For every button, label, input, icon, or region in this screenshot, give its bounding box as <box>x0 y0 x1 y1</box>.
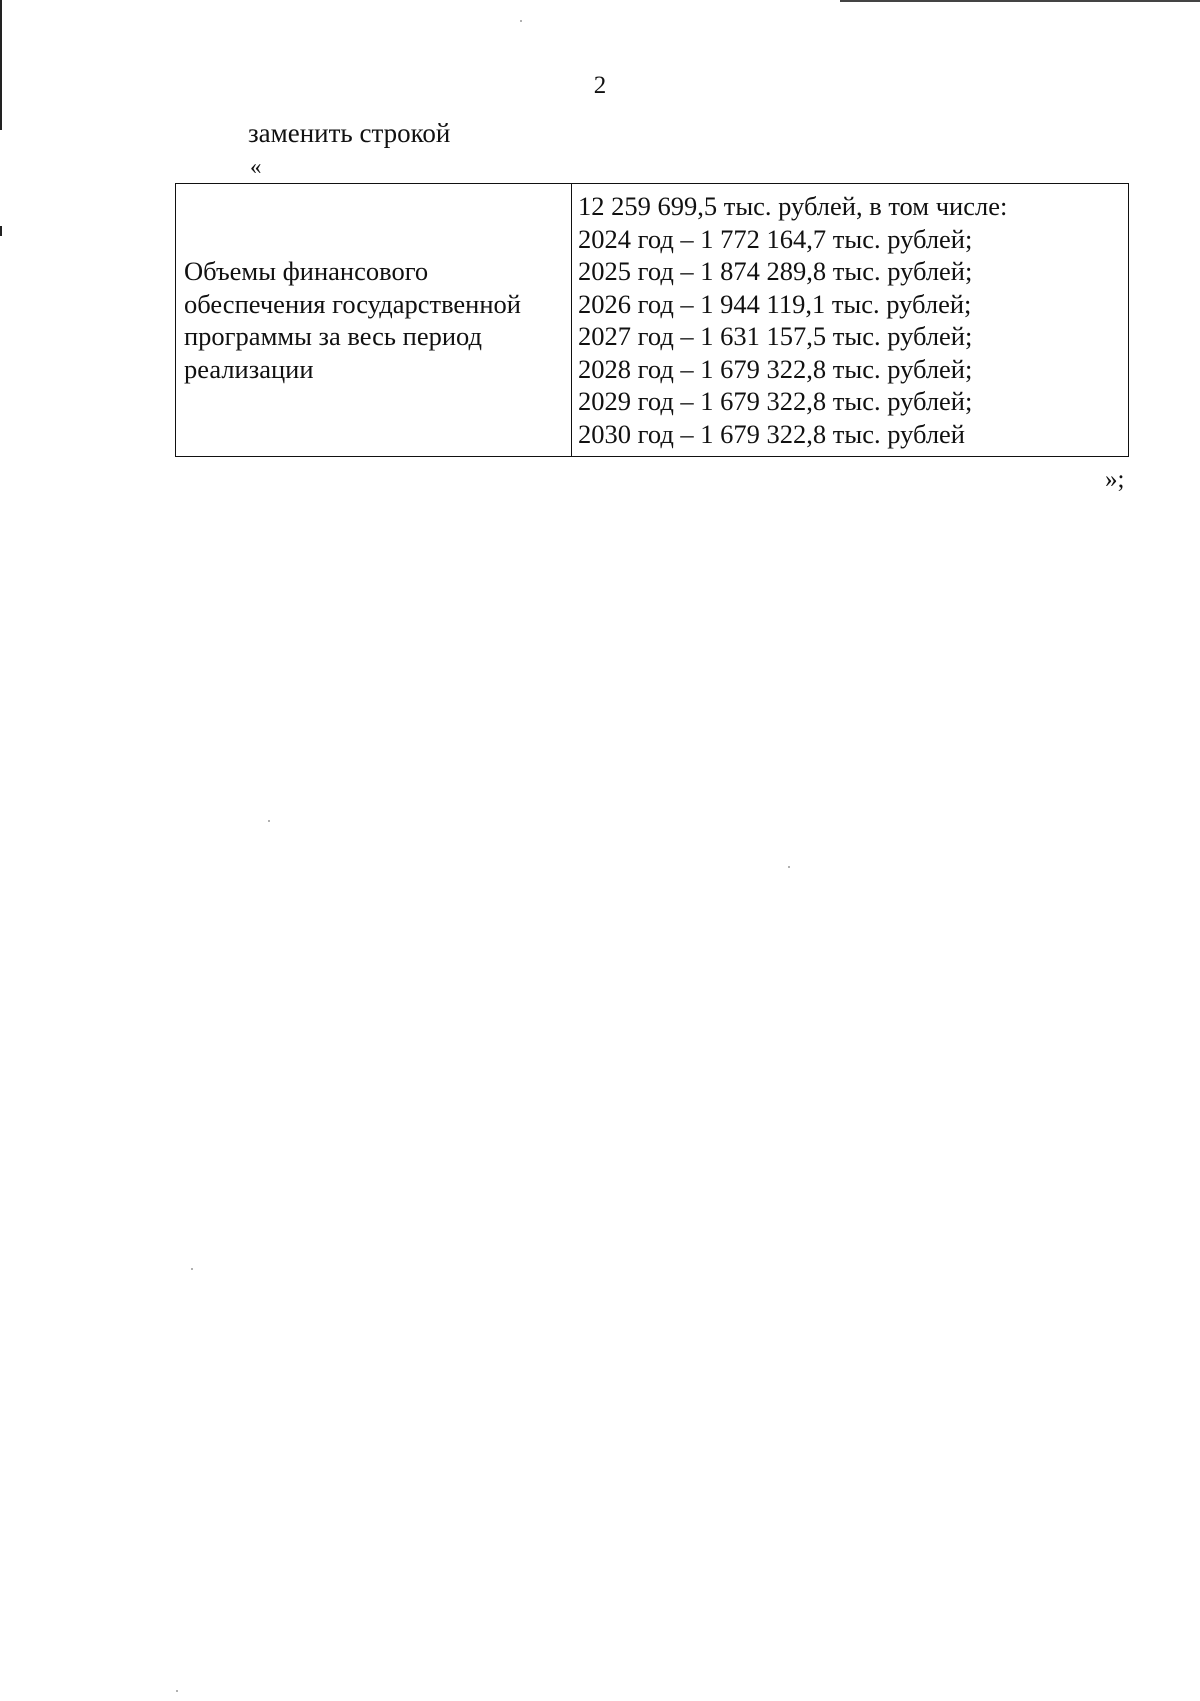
scan-edge-mark <box>0 226 2 236</box>
year-amount-line: 2026 год – 1 944 119,1 тыс. рублей; <box>578 288 972 319</box>
intro-text: заменить строкой <box>248 118 451 148</box>
year-amount-line: 2030 год – 1 679 322,8 тыс. рублей <box>578 418 965 449</box>
year-amount-line: 2025 год – 1 874 289,8 тыс. рублей; <box>578 256 973 286</box>
year-amount-line: 2024 год – 1 772 164,7 тыс. рублей; <box>578 223 973 254</box>
label-line: программы за весь период <box>184 321 482 351</box>
scan-speck <box>788 866 790 868</box>
scan-speck <box>191 1268 193 1270</box>
label-text <box>176 255 521 385</box>
year-amount-line: 2028 год – 1 679 322,8 тыс. рублей; <box>578 353 973 384</box>
scan-speck <box>176 1690 178 1692</box>
page-number: 2 <box>593 72 607 99</box>
label-line: обеспечения государственной <box>184 288 521 319</box>
financing-table <box>175 183 1129 457</box>
scan-edge-mark <box>0 0 2 130</box>
year-amount-line: 2029 год – 1 679 322,8 тыс. рублей; <box>578 386 973 416</box>
scan-top-rule <box>840 0 1200 2</box>
opening-quote: « <box>250 154 262 179</box>
label-cell <box>176 184 572 456</box>
scan-speck <box>268 820 270 822</box>
label-line: реализации <box>184 353 314 384</box>
total-amount-line: 12 259 699,5 тыс. рублей, в том числе: <box>578 191 1008 221</box>
year-amount-line: 2027 год – 1 631 157,5 тыс. рублей; <box>578 321 973 351</box>
label-line: Объемы финансового <box>184 256 429 286</box>
value-cell <box>572 184 1128 456</box>
scan-speck <box>520 20 522 22</box>
closing-quote: »; <box>1105 466 1125 493</box>
